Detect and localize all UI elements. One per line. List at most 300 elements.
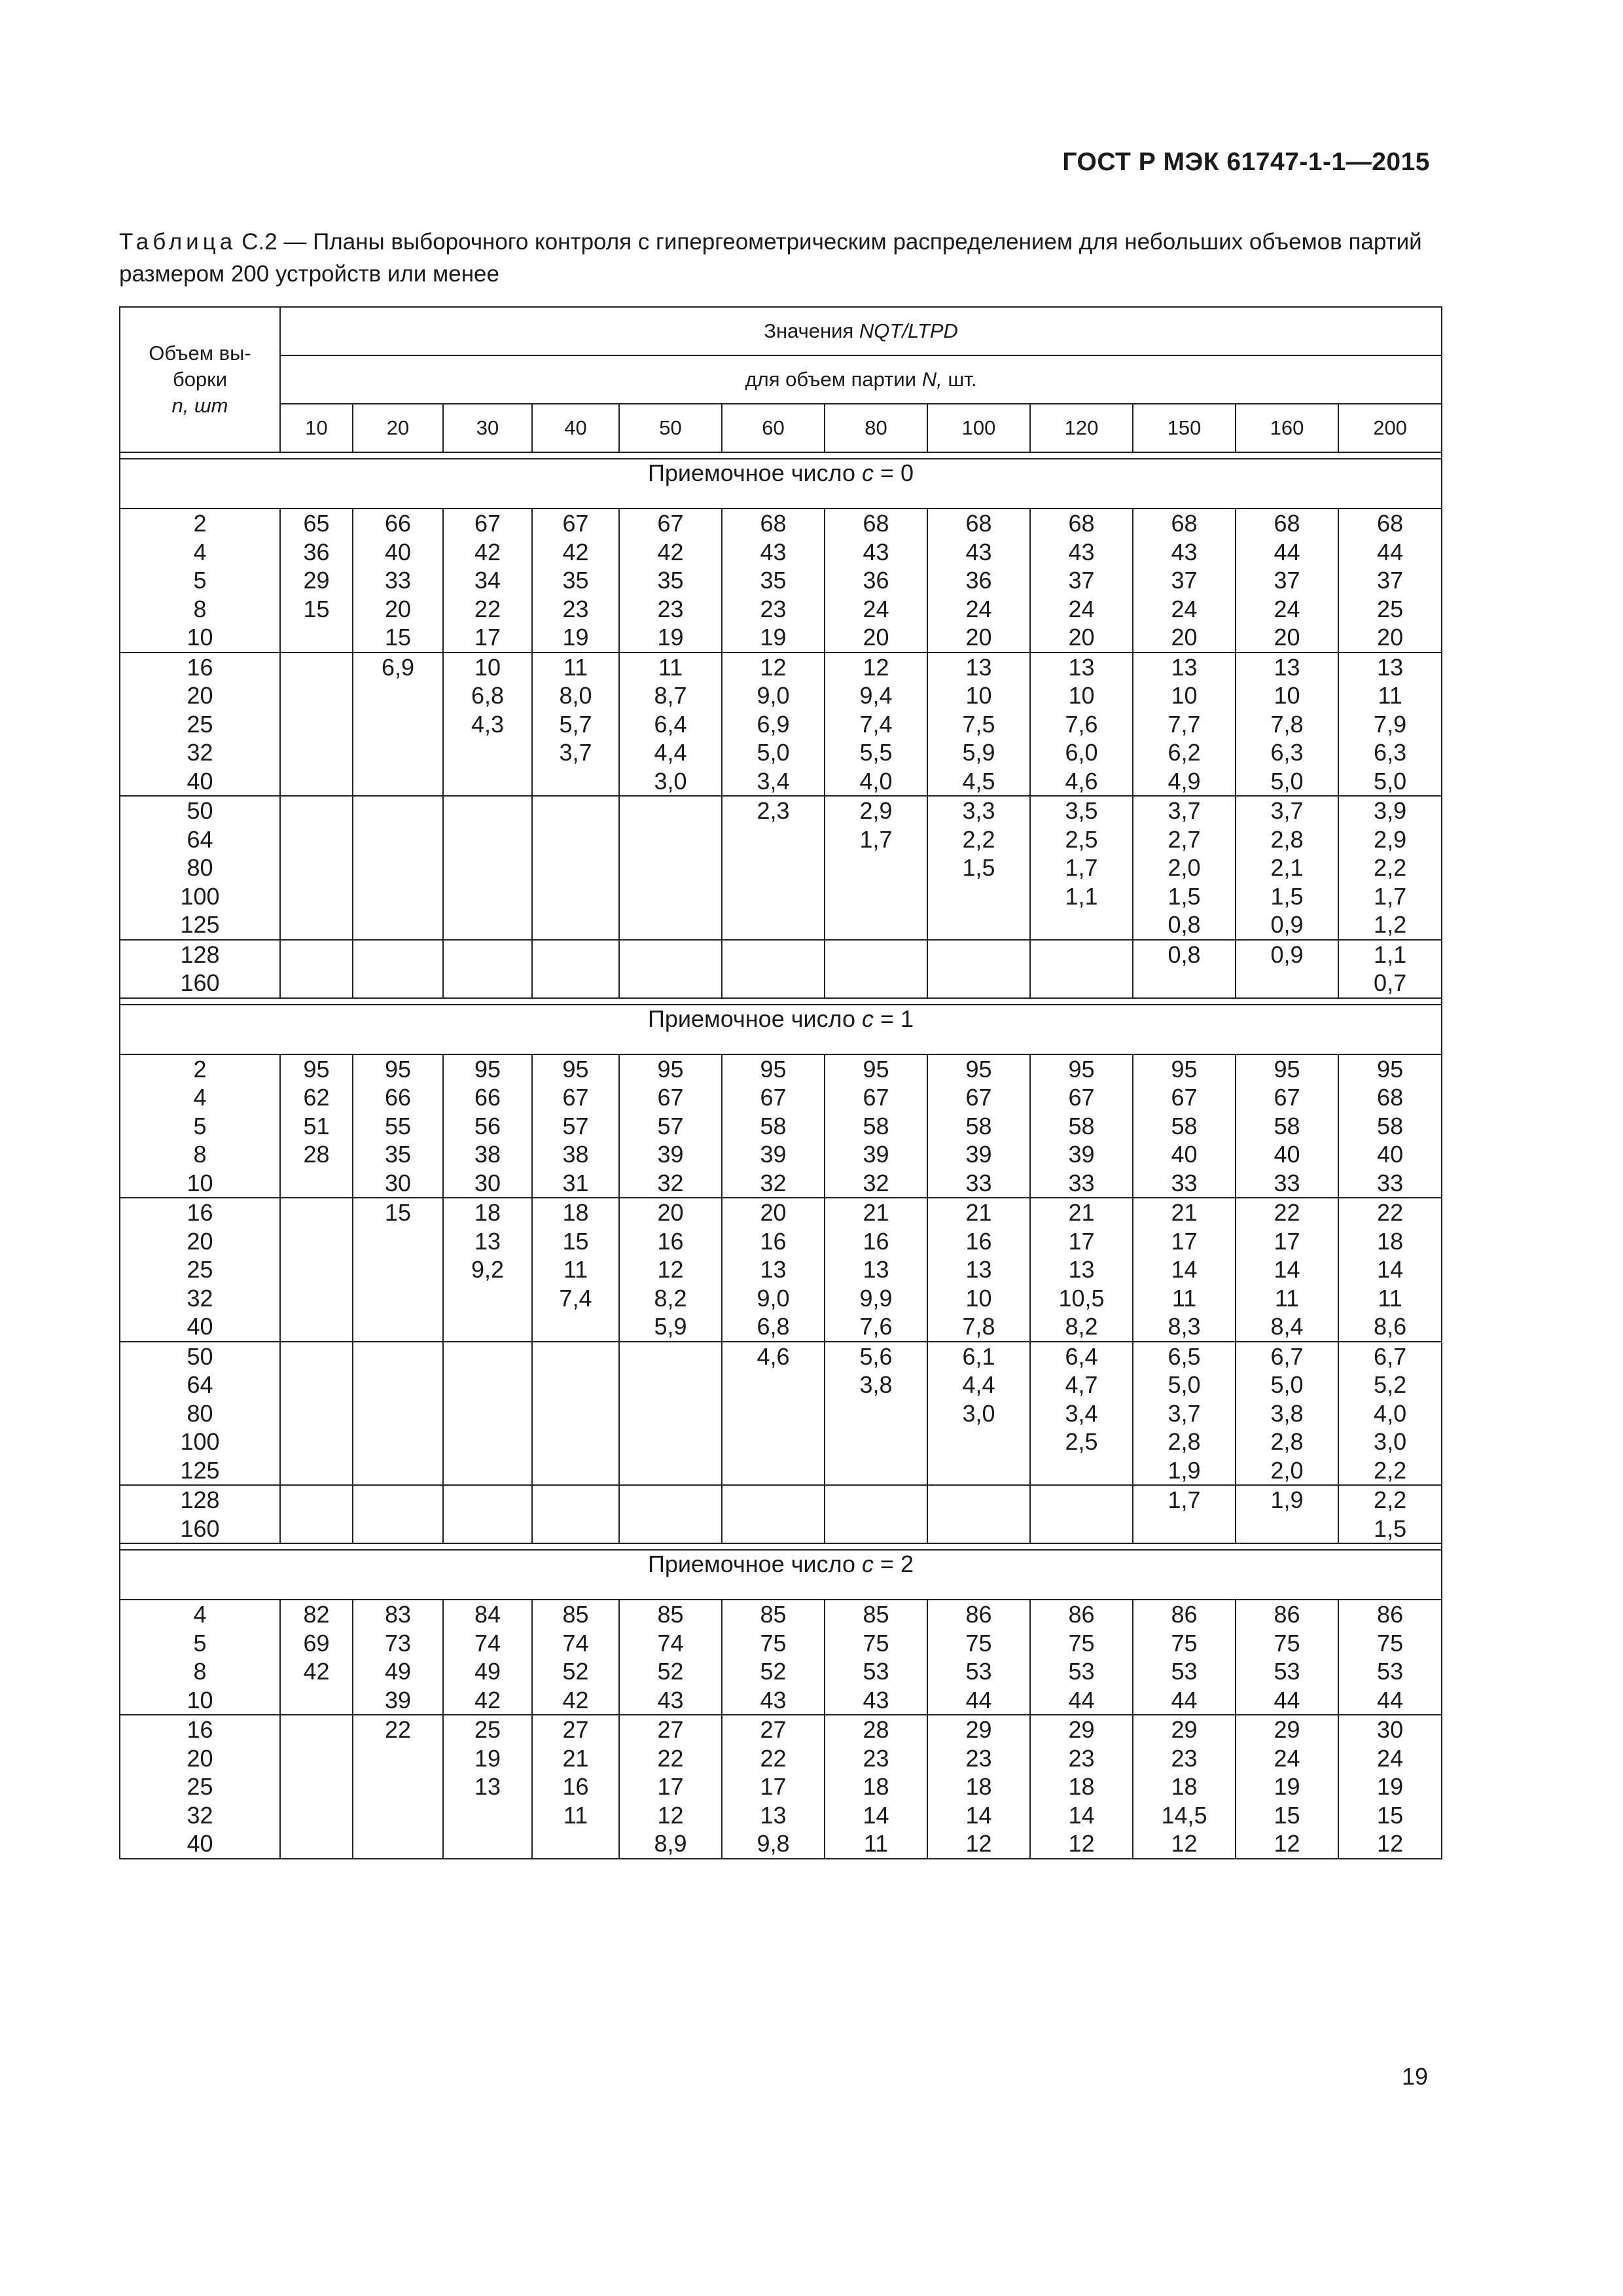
nqt-ltpd-value: 9,4 (859, 682, 893, 709)
lot-size-cell: 40 (532, 404, 619, 452)
nqt-ltpd-value: 37 (1377, 567, 1404, 594)
nqt-ltpd-value: 5,0 (1374, 767, 1407, 795)
nqt-ltpd-value: 30 (384, 1169, 412, 1196)
nqt-ltpd-value: 1,1 (1065, 882, 1098, 910)
value-cell (619, 1485, 722, 1543)
nqt-ltpd-value: 29 (1274, 1716, 1300, 1743)
nqt-ltpd-value: 57 (657, 1112, 684, 1139)
value-cell (280, 1485, 353, 1543)
value-cell (825, 1054, 927, 1198)
nqt-ltpd-value: 12 (1171, 1830, 1198, 1857)
nqt-ltpd-value: 75 (1274, 1629, 1300, 1657)
nqt-ltpd-value: 9,8 (757, 1830, 790, 1857)
nqt-ltpd-value: 0,7 (1374, 969, 1407, 996)
sample-size-value: 40 (187, 1313, 213, 1340)
nqt-ltpd-value: 8,0 (559, 682, 592, 709)
value-cell (1338, 509, 1442, 653)
nqt-ltpd-value: 2,8 (1168, 1428, 1201, 1455)
nqt-ltpd-value: 2,2 (1374, 854, 1407, 881)
nqt-ltpd-value: 4,0 (859, 767, 893, 795)
table-row (120, 1342, 1442, 1486)
value-cell (1030, 1600, 1133, 1715)
nqt-ltpd-value: 4,9 (1168, 767, 1201, 795)
nqt-ltpd-value: 10 (1274, 682, 1300, 709)
nqt-ltpd-value: 7,8 (962, 1313, 995, 1340)
nqt-ltpd-value: 3,7 (1168, 1399, 1201, 1427)
nqt-ltpd-value: 13 (760, 1801, 787, 1829)
section-title-row (120, 1005, 1442, 1054)
nqt-ltpd-value: 6,1 (962, 1342, 995, 1370)
nqt-ltpd-value: 1,5 (1270, 882, 1304, 910)
sample-size-value: 20 (187, 682, 213, 709)
nqt-ltpd-value: 7,4 (859, 710, 893, 738)
nqt-ltpd-value: 5,2 (1374, 1371, 1407, 1398)
nqt-ltpd-value: 6,3 (1374, 739, 1407, 766)
nqt-ltpd-value: 13 (863, 1256, 889, 1283)
sample-size-value: 2 (193, 510, 207, 537)
nqt-ltpd-value: 83 (384, 1601, 412, 1628)
sample-size-value: 40 (187, 767, 213, 795)
nqt-ltpd-value: 75 (1068, 1629, 1095, 1657)
value-cell (619, 1198, 722, 1342)
nqt-ltpd-value: 42 (657, 538, 684, 565)
nqt-ltpd-value: 67 (657, 510, 684, 537)
nqt-ltpd-value: 3,4 (757, 767, 790, 795)
nqt-ltpd-value: 6,8 (471, 682, 505, 709)
sample-size-value: 64 (187, 1371, 213, 1398)
nqt-ltpd-value: 5,0 (1168, 1371, 1201, 1398)
nqt-ltpd-value: 23 (760, 595, 787, 622)
nqt-ltpd-value: 53 (965, 1658, 992, 1685)
sample-size-value: 50 (187, 1342, 213, 1370)
value-cell (1338, 1054, 1442, 1198)
nqt-ltpd-value: 5,7 (559, 710, 592, 738)
nqt-ltpd-value: 12 (1377, 1830, 1404, 1857)
nqt-ltpd-value: 20 (1377, 624, 1404, 651)
nqt-ltpd-value: 17 (474, 624, 501, 651)
nqt-ltpd-value: 17 (1171, 1227, 1198, 1255)
nqt-ltpd-value: 1,5 (962, 854, 995, 881)
nqt-ltpd-value: 14 (965, 1801, 992, 1829)
value-cell (619, 1715, 722, 1859)
nqt-ltpd-value: 52 (562, 1658, 589, 1685)
value-cell (532, 1485, 619, 1543)
nqt-ltpd-value: 4,7 (1065, 1371, 1098, 1398)
value-cell (443, 1600, 532, 1715)
nqt-ltpd-value: 1,7 (1168, 1486, 1201, 1513)
nqt-ltpd-value: 43 (760, 1686, 787, 1713)
sampling-plans-table (119, 306, 1442, 1859)
sample-size-value: 10 (187, 1686, 213, 1713)
nqt-ltpd-value: 36 (863, 567, 889, 594)
nqt-ltpd-value: 24 (1068, 595, 1095, 622)
nqt-ltpd-value: 86 (1377, 1601, 1404, 1628)
nqt-ltpd-value: 75 (1171, 1629, 1198, 1657)
nqt-ltpd-value: 67 (657, 1084, 684, 1111)
value-cell (1133, 1342, 1236, 1486)
nqt-ltpd-value: 95 (657, 1055, 684, 1083)
nqt-ltpd-value: 68 (863, 510, 889, 537)
nqt-ltpd-value: 40 (1274, 1141, 1300, 1168)
nqt-ltpd-value: 35 (760, 567, 787, 594)
sample-size-value: 25 (187, 1773, 213, 1800)
nqt-ltpd-value: 68 (1377, 510, 1404, 537)
section-gap-cell (120, 998, 1442, 1005)
nqt-ltpd-value: 2,0 (1168, 854, 1201, 881)
nqt-ltpd-value: 53 (1068, 1658, 1095, 1685)
nqt-ltpd-value: 11 (658, 653, 683, 681)
lot-size-cell: 20 (353, 404, 443, 452)
nqt-ltpd-value: 19 (1274, 1773, 1300, 1800)
value-cell (927, 1600, 1030, 1715)
nqt-ltpd-value: 7,5 (962, 710, 995, 738)
nqt-ltpd-value: 95 (863, 1055, 889, 1083)
section-gap-cell (120, 452, 1442, 459)
value-cell (825, 1342, 927, 1486)
sample-size-cell (120, 1054, 280, 1198)
value-cell (532, 940, 619, 998)
nqt-ltpd-value: 52 (657, 1658, 684, 1685)
nqt-ltpd-value: 29 (1068, 1716, 1095, 1743)
nqt-ltpd-value: 22 (384, 1716, 412, 1743)
nqt-ltpd-value: 43 (1068, 538, 1095, 565)
sample-size-value: 64 (187, 825, 213, 853)
nqt-ltpd-value: 20 (384, 595, 412, 622)
nqt-ltpd-value: 11 (563, 1801, 588, 1829)
nqt-ltpd-value: 33 (1377, 1169, 1404, 1196)
nqt-ltpd-value: 44 (1274, 1686, 1300, 1713)
lot-size-cell: 160 (1236, 404, 1338, 452)
value-cell (532, 1600, 619, 1715)
nqt-ltpd-value: 19 (657, 624, 684, 651)
sample-size-value: 25 (187, 710, 213, 738)
nqt-ltpd-value: 11 (1378, 682, 1402, 709)
nqt-ltpd-value: 31 (562, 1169, 589, 1196)
nqt-ltpd-value: 19 (474, 1744, 501, 1772)
nqt-ltpd-value: 4,4 (962, 1371, 995, 1398)
sample-size-header-line: n, шт (171, 394, 228, 417)
nqt-ltpd-value: 56 (474, 1112, 501, 1139)
nqt-ltpd-value: 6,0 (1065, 739, 1098, 766)
value-cell (353, 1715, 443, 1859)
value-cell (280, 1715, 353, 1859)
lot-size-header (280, 355, 1442, 404)
nqt-ltpd-value: 16 (965, 1227, 992, 1255)
value-cell (1030, 509, 1133, 653)
nqt-ltpd-value: 4,4 (654, 739, 687, 766)
nqt-ltpd-value: 49 (474, 1658, 501, 1685)
nqt-ltpd-value: 66 (384, 510, 412, 537)
nqt-ltpd-value: 18 (965, 1773, 992, 1800)
lot-size-row (120, 404, 1442, 452)
nqt-ltpd-value: 35 (384, 1141, 412, 1168)
value-cell (443, 1485, 532, 1543)
nqt-ltpd-value: 74 (474, 1629, 501, 1657)
nqt-ltpd-value: 21 (1068, 1199, 1095, 1226)
value-cell (1236, 796, 1338, 940)
nqt-ltpd-value: 43 (965, 538, 992, 565)
nqt-ltpd-value: 62 (303, 1084, 330, 1111)
nqt-ltpd-value: 10 (965, 1284, 992, 1312)
sample-size-cell (120, 796, 280, 940)
nqt-ltpd-value: 42 (474, 1686, 501, 1713)
nqt-ltpd-value: 23 (863, 1744, 889, 1772)
lot-size-header-text: для объем партии N, шт. (745, 368, 977, 391)
nqt-ltpd-value: 65 (303, 510, 330, 537)
lot-size-cell: 150 (1133, 404, 1236, 452)
nqt-ltpd-value: 42 (562, 538, 589, 565)
table-header (120, 307, 1442, 452)
nqt-ltpd-value: 2,2 (1374, 1456, 1407, 1484)
nqt-ltpd-value: 17 (1068, 1227, 1095, 1255)
nqt-ltpd-value: 68 (1171, 510, 1198, 537)
nqt-ltpd-value: 4,3 (471, 710, 505, 738)
nqt-ltpd-value: 3,8 (1270, 1399, 1304, 1427)
nqt-ltpd-value: 15 (1274, 1801, 1300, 1829)
page-number: 19 (1401, 2063, 1428, 2090)
nqt-ltpd-value: 2,7 (1168, 825, 1201, 853)
sample-size-value: 125 (180, 1456, 220, 1484)
sample-size-value: 5 (193, 1112, 207, 1139)
sample-size-value: 2 (193, 1055, 207, 1083)
nqt-ltpd-value: 40 (384, 538, 412, 565)
nqt-ltpd-value: 20 (863, 624, 889, 651)
nqt-ltpd-value: 43 (760, 538, 787, 565)
document-header: ГОСТ Р МЭК 61747-1-1—2015 (1062, 148, 1430, 176)
nqt-ltpd-value: 95 (384, 1055, 412, 1083)
value-cell (722, 796, 825, 940)
section-gap-cell (120, 1543, 1442, 1550)
nqt-ltpd-value: 67 (863, 1084, 889, 1111)
nqt-ltpd-value: 20 (1068, 624, 1095, 651)
nqt-ltpd-value: 3,0 (962, 1399, 995, 1427)
nqt-ltpd-value: 49 (384, 1658, 412, 1685)
nqt-ltpd-value: 3,4 (1065, 1399, 1098, 1427)
nqt-ltpd-value: 15 (1377, 1801, 1404, 1829)
value-cell (927, 940, 1030, 998)
nqt-ltpd-value: 2,9 (1374, 825, 1407, 853)
value-cell (1030, 1485, 1133, 1543)
nqt-ltpd-value: 33 (1068, 1169, 1095, 1196)
nqt-ltpd-value: 39 (965, 1141, 992, 1168)
nqt-ltpd-value: 34 (474, 567, 501, 594)
value-cell (825, 1198, 927, 1342)
nqt-ltpd-value: 42 (562, 1686, 589, 1713)
value-cell (927, 653, 1030, 797)
value-cell (1236, 1485, 1338, 1543)
value-cell (722, 1342, 825, 1486)
nqt-ltpd-value: 33 (965, 1169, 992, 1196)
nqt-ltpd-value: 67 (1068, 1084, 1095, 1111)
nqt-ltpd-value: 8,4 (1270, 1313, 1304, 1340)
nqt-ltpd-value: 19 (562, 624, 589, 651)
value-cell (280, 1198, 353, 1342)
nqt-ltpd-value: 24 (1274, 1744, 1300, 1772)
value-cell (1030, 940, 1133, 998)
nqt-ltpd-value: 39 (760, 1141, 787, 1168)
nqt-ltpd-value: 75 (1377, 1629, 1404, 1657)
nqt-ltpd-value: 28 (863, 1716, 889, 1743)
nqt-ltpd-value: 10 (965, 682, 992, 709)
nqt-ltpd-value: 16 (562, 1773, 589, 1800)
nqt-ltpd-value: 3,7 (1270, 797, 1304, 824)
sample-size-value: 16 (187, 1716, 213, 1743)
nqt-ltpd-value: 7,6 (859, 1313, 893, 1340)
nqt-ltpd-value: 44 (1274, 538, 1300, 565)
nqt-ltpd-value: 11 (563, 1256, 588, 1283)
nqt-ltpd-value: 12 (657, 1801, 684, 1829)
value-cell (1133, 1485, 1236, 1543)
value-cell (927, 1715, 1030, 1859)
nqt-ltpd-value: 55 (384, 1112, 412, 1139)
nqt-ltpd-value: 28 (303, 1141, 330, 1168)
nqt-ltpd-value: 73 (384, 1629, 412, 1657)
sample-size-cell (120, 1715, 280, 1859)
sample-size-cell (120, 1600, 280, 1715)
sample-size-cell (120, 653, 280, 797)
nqt-ltpd-value: 2,9 (859, 797, 893, 824)
sample-size-value: 32 (187, 1284, 213, 1312)
table-row (120, 1198, 1442, 1342)
nqt-ltpd-value: 38 (562, 1141, 589, 1168)
nqt-ltpd-value: 68 (965, 510, 992, 537)
nqt-ltpd-value: 3,5 (1065, 797, 1098, 824)
sample-size-value: 128 (180, 941, 220, 968)
value-cell (1133, 1054, 1236, 1198)
nqt-ltpd-value: 18 (1171, 1773, 1198, 1800)
nqt-ltpd-value: 2,2 (962, 825, 995, 853)
nqt-ltpd-value: 58 (1377, 1112, 1404, 1139)
nqt-ltpd-value: 68 (1274, 510, 1300, 537)
nqt-ltpd-value: 39 (384, 1686, 412, 1713)
nqt-ltpd-value: 82 (303, 1601, 330, 1628)
value-cell (1133, 653, 1236, 797)
nqt-ltpd-value: 5,0 (1270, 1371, 1304, 1398)
sample-size-value: 4 (193, 538, 207, 565)
nqt-ltpd-value: 11 (1171, 1284, 1197, 1312)
value-cell (443, 1198, 532, 1342)
nqt-ltpd-value: 17 (1274, 1227, 1300, 1255)
sample-size-value: 32 (187, 1801, 213, 1829)
nqt-ltpd-value: 39 (1068, 1141, 1095, 1168)
nqt-ltpd-value: 21 (965, 1199, 992, 1226)
nqt-ltpd-value: 19 (760, 624, 787, 651)
nqt-ltpd-value: 24 (965, 595, 992, 622)
value-cell (443, 1342, 532, 1486)
sample-size-value: 8 (193, 1141, 207, 1168)
nqt-ltpd-value: 2,2 (1374, 1486, 1407, 1513)
nqt-ltpd-value: 2,3 (757, 797, 790, 824)
nqt-ltpd-value: 6,2 (1168, 739, 1201, 766)
nqt-ltpd-value: 6,8 (757, 1313, 790, 1340)
sample-size-value: 80 (187, 1399, 213, 1427)
nqt-ltpd-value: 9,9 (859, 1284, 893, 1312)
nqt-ltpd-value: 36 (965, 567, 992, 594)
nqt-ltpd-value: 84 (474, 1601, 501, 1628)
value-cell (280, 1600, 353, 1715)
nqt-ltpd-value: 85 (562, 1601, 589, 1628)
table-row (120, 1600, 1442, 1715)
value-cell (1236, 1054, 1338, 1198)
nqt-ltpd-value: 86 (965, 1601, 992, 1628)
nqt-ltpd-value: 13 (1171, 653, 1198, 681)
nqt-ltpd-value: 14 (1171, 1256, 1198, 1283)
nqt-ltpd-value: 74 (562, 1629, 589, 1657)
sample-size-cell (120, 940, 280, 998)
sample-size-value: 8 (193, 595, 207, 622)
nqt-ltpd-value: 20 (1171, 624, 1198, 651)
nqt-ltpd-value: 22 (760, 1744, 787, 1772)
value-cell (1236, 1715, 1338, 1859)
value-cell (353, 1054, 443, 1198)
value-cell (532, 653, 619, 797)
nqt-ltpd-value: 44 (1171, 1686, 1198, 1713)
nqt-ltpd-value: 9,2 (471, 1256, 505, 1283)
nqt-ltpd-value: 74 (657, 1629, 684, 1657)
nqt-ltpd-value: 1,7 (1374, 882, 1407, 910)
nqt-ltpd-value: 13 (1377, 653, 1404, 681)
value-cell (532, 1198, 619, 1342)
table-row (120, 1054, 1442, 1198)
nqt-ltpd-value: 67 (562, 510, 589, 537)
lot-size-cell: 30 (443, 404, 532, 452)
nqt-ltpd-value: 67 (474, 510, 501, 537)
nqt-ltpd-value: 35 (657, 567, 684, 594)
nqt-ltpd-value: 2,1 (1270, 854, 1304, 881)
sample-size-value: 5 (193, 1629, 207, 1657)
value-cell (1338, 1600, 1442, 1715)
nqt-ltpd-value: 75 (863, 1629, 889, 1657)
nqt-ltpd-value: 1,5 (1168, 882, 1201, 910)
nqt-ltpd-value: 12 (1274, 1830, 1300, 1857)
value-cell (1133, 796, 1236, 940)
nqt-ltpd-value: 6,9 (381, 653, 415, 681)
sample-size-value: 80 (187, 854, 213, 881)
nqt-ltpd-value: 42 (303, 1658, 330, 1685)
nqt-ltpd-value: 43 (657, 1686, 684, 1713)
nqt-ltpd-value: 5,9 (654, 1313, 687, 1340)
sample-size-value: 16 (187, 653, 213, 681)
sample-size-value: 32 (187, 739, 213, 766)
nqt-ltpd-value: 9,0 (757, 1284, 790, 1312)
nqt-ltpd-value: 16 (863, 1227, 889, 1255)
nqt-ltpd-value: 13 (1068, 653, 1095, 681)
nqt-ltpd-value: 18 (562, 1199, 589, 1226)
value-cell (443, 796, 532, 940)
nqt-ltpd-value: 95 (1274, 1055, 1300, 1083)
value-cell (280, 653, 353, 797)
value-cell (619, 653, 722, 797)
value-cell (280, 1342, 353, 1486)
nqt-ltpd-value: 53 (1171, 1658, 1198, 1685)
nqt-ltpd-value: 66 (474, 1084, 501, 1111)
nqt-ltpd-value: 58 (863, 1112, 889, 1139)
value-cell (1236, 940, 1338, 998)
lot-size-cell: 60 (722, 404, 825, 452)
table-row (120, 653, 1442, 797)
value-cell (927, 1342, 1030, 1486)
value-cell (443, 1054, 532, 1198)
nqt-ltpd-value: 5,0 (1270, 767, 1304, 795)
section-title: Приемочное число c = 2 (120, 1550, 1442, 1600)
nqt-ltpd-value: 0,8 (1168, 911, 1201, 938)
value-cell (722, 1715, 825, 1859)
nqt-ltpd-value: 9,0 (757, 682, 790, 709)
value-cell (532, 1054, 619, 1198)
value-cell (1338, 1198, 1442, 1342)
nqt-ltpd-value: 25 (1377, 595, 1404, 622)
nqt-ltpd-value: 5,6 (859, 1342, 893, 1370)
